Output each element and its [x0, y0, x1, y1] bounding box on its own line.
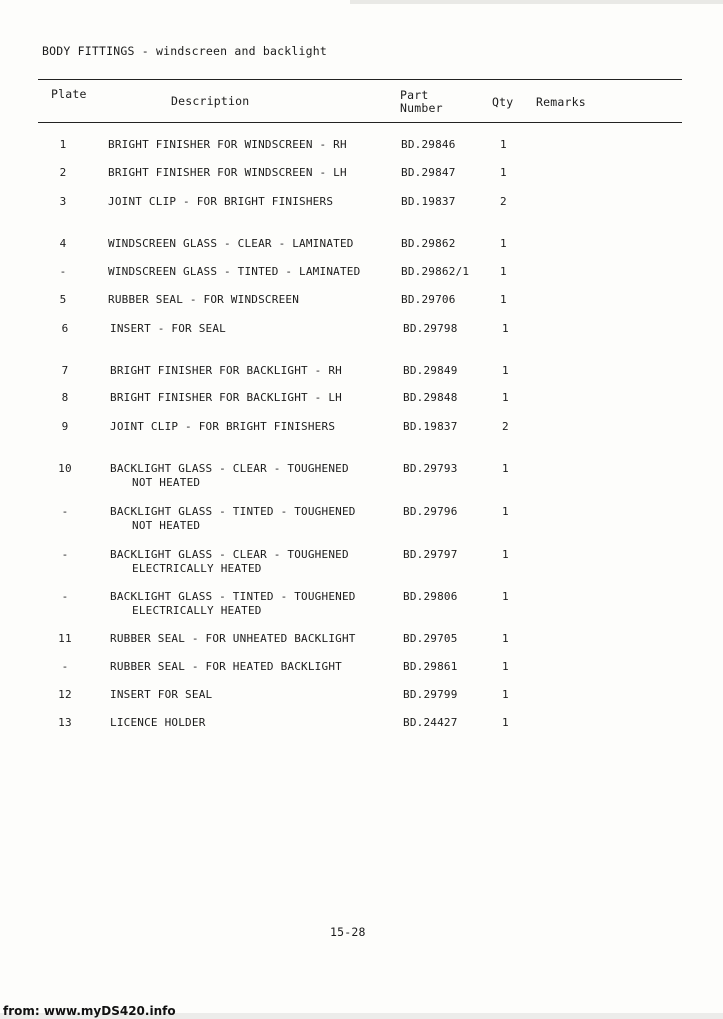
plate-cell: - [61, 505, 69, 518]
table-row [0, 322, 723, 352]
part-number-cell: BD.29799 [403, 688, 458, 701]
plate-cell: 12 [58, 688, 72, 701]
qty-cell: 1 [500, 237, 507, 250]
part-number-cell: BD.29862 [401, 237, 456, 250]
plate-cell: 11 [58, 632, 72, 645]
description-cell [110, 420, 335, 433]
description-line: BACKLIGHT GLASS - TINTED - TOUGHENED [110, 505, 356, 518]
table-row [0, 364, 723, 394]
plate-cell: 3 [59, 195, 67, 208]
part-number-cell: BD.29862/1 [401, 265, 470, 278]
qty-cell: 1 [502, 590, 509, 603]
description-line: JOINT CLIP - FOR BRIGHT FINISHERS [110, 420, 336, 433]
plate-cell: 8 [61, 391, 69, 404]
description-line: LICENCE HOLDER [110, 716, 206, 729]
plate-cell: 1 [59, 138, 67, 151]
plate-cell: - [61, 590, 69, 603]
description-continuation: NOT HEATED [132, 519, 201, 532]
description-line: BRIGHT FINISHER FOR BACKLIGHT - LH [110, 391, 342, 404]
table-row [0, 632, 723, 662]
table-row [0, 391, 723, 421]
qty-cell: 1 [502, 505, 509, 518]
part-number-cell: BD.29798 [403, 322, 458, 335]
qty-cell: 2 [500, 195, 507, 208]
column-header-description: Description [171, 94, 250, 108]
qty-cell: 1 [502, 688, 509, 701]
part-number-cell: BD.29848 [403, 391, 458, 404]
qty-cell: 2 [502, 420, 509, 433]
description-cell [110, 716, 206, 729]
plate-cell: - [61, 548, 69, 561]
description-cell [108, 195, 333, 208]
header-bottom-rule [38, 122, 682, 123]
part-number-cell: BD.19837 [401, 195, 456, 208]
table-row [0, 590, 723, 620]
description-cell [110, 322, 226, 335]
part-number-cell: BD.29849 [403, 364, 458, 377]
description-cell [108, 265, 360, 278]
description-cell [110, 590, 356, 617]
table-row [0, 166, 723, 196]
description-line: BACKLIGHT GLASS - CLEAR - TOUGHENED [110, 462, 349, 475]
part-number-cell: BD.29806 [403, 590, 458, 603]
part-number-cell: BD.29847 [401, 166, 456, 179]
description-cell [110, 391, 342, 404]
plate-cell: 6 [61, 322, 69, 335]
part-number-cell: BD.29861 [403, 660, 458, 673]
part-number-cell: BD.29706 [401, 293, 456, 306]
table-row [0, 293, 723, 323]
description-continuation: ELECTRICALLY HEATED [132, 604, 262, 617]
description-cell [110, 660, 342, 673]
header-top-rule [38, 79, 682, 80]
column-header-number: Number [400, 101, 443, 115]
table-row [0, 462, 723, 492]
description-line: RUBBER SEAL - FOR HEATED BACKLIGHT [110, 660, 342, 673]
qty-cell: 1 [500, 166, 507, 179]
description-cell [110, 632, 356, 645]
table-row [0, 195, 723, 225]
description-line: BRIGHT FINISHER FOR BACKLIGHT - RH [110, 364, 342, 377]
qty-cell: 1 [502, 716, 509, 729]
description-line: BRIGHT FINISHER FOR WINDSCREEN - RH [108, 138, 347, 151]
table-row [0, 660, 723, 690]
table-row [0, 420, 723, 450]
table-row [0, 138, 723, 168]
page-number: 15-28 [330, 925, 366, 939]
table-row [0, 548, 723, 578]
description-line: INSERT - FOR SEAL [110, 322, 226, 335]
plate-cell: 10 [58, 462, 72, 475]
description-cell [108, 293, 299, 306]
plate-cell: 7 [61, 364, 69, 377]
description-line: BRIGHT FINISHER FOR WINDSCREEN - LH [108, 166, 347, 179]
qty-cell: 1 [500, 265, 507, 278]
footer-source-text: from: www.myDS420.info [3, 1004, 176, 1018]
qty-cell: 1 [502, 364, 509, 377]
column-header-remarks: Remarks [536, 95, 586, 109]
description-cell [108, 138, 347, 151]
description-line: BACKLIGHT GLASS - CLEAR - TOUGHENED [110, 548, 349, 561]
qty-cell: 1 [502, 660, 509, 673]
table-row [0, 505, 723, 535]
qty-cell: 1 [502, 462, 509, 475]
table-row [0, 688, 723, 718]
part-number-cell: BD.29793 [403, 462, 458, 475]
qty-cell: 1 [500, 138, 507, 151]
plate-cell: 4 [59, 237, 67, 250]
qty-cell: 1 [502, 548, 509, 561]
plate-cell: - [59, 265, 67, 278]
plate-cell: 2 [59, 166, 67, 179]
column-header-part: Part [400, 88, 429, 102]
qty-cell: 1 [502, 632, 509, 645]
plate-cell: 9 [61, 420, 69, 433]
part-number-cell: BD.29705 [403, 632, 458, 645]
plate-cell: - [61, 660, 69, 673]
description-cell [108, 166, 347, 179]
part-number-cell: BD.29796 [403, 505, 458, 518]
description-line: INSERT FOR SEAL [110, 688, 213, 701]
description-continuation: NOT HEATED [132, 476, 201, 489]
plate-cell: 13 [58, 716, 72, 729]
description-line: JOINT CLIP - FOR BRIGHT FINISHERS [108, 195, 334, 208]
description-line: RUBBER SEAL - FOR WINDSCREEN [108, 293, 300, 306]
qty-cell: 1 [502, 322, 509, 335]
page-title: BODY FITTINGS - windscreen and backlight [42, 44, 327, 58]
description-continuation: ELECTRICALLY HEATED [132, 562, 262, 575]
part-number-cell: BD.19837 [403, 420, 458, 433]
part-number-cell: BD.29846 [401, 138, 456, 151]
description-cell [110, 462, 349, 489]
description-line: WINDSCREEN GLASS - TINTED - LAMINATED [108, 265, 361, 278]
qty-cell: 1 [500, 293, 507, 306]
part-number-cell: BD.24427 [403, 716, 458, 729]
description-line: BACKLIGHT GLASS - TINTED - TOUGHENED [110, 590, 356, 603]
description-cell [110, 505, 356, 532]
table-row [0, 716, 723, 746]
description-cell [110, 688, 212, 701]
description-cell [110, 364, 342, 377]
part-number-cell: BD.29797 [403, 548, 458, 561]
description-line: WINDSCREEN GLASS - CLEAR - LAMINATED [108, 237, 354, 250]
description-line: RUBBER SEAL - FOR UNHEATED BACKLIGHT [110, 632, 356, 645]
column-header-plate: Plate [51, 87, 87, 101]
qty-cell: 1 [502, 391, 509, 404]
table-row [0, 265, 723, 295]
plate-cell: 5 [59, 293, 67, 306]
column-header-qty: Qty [492, 95, 514, 109]
description-cell [110, 548, 349, 575]
description-cell [108, 237, 354, 250]
table-row [0, 237, 723, 267]
